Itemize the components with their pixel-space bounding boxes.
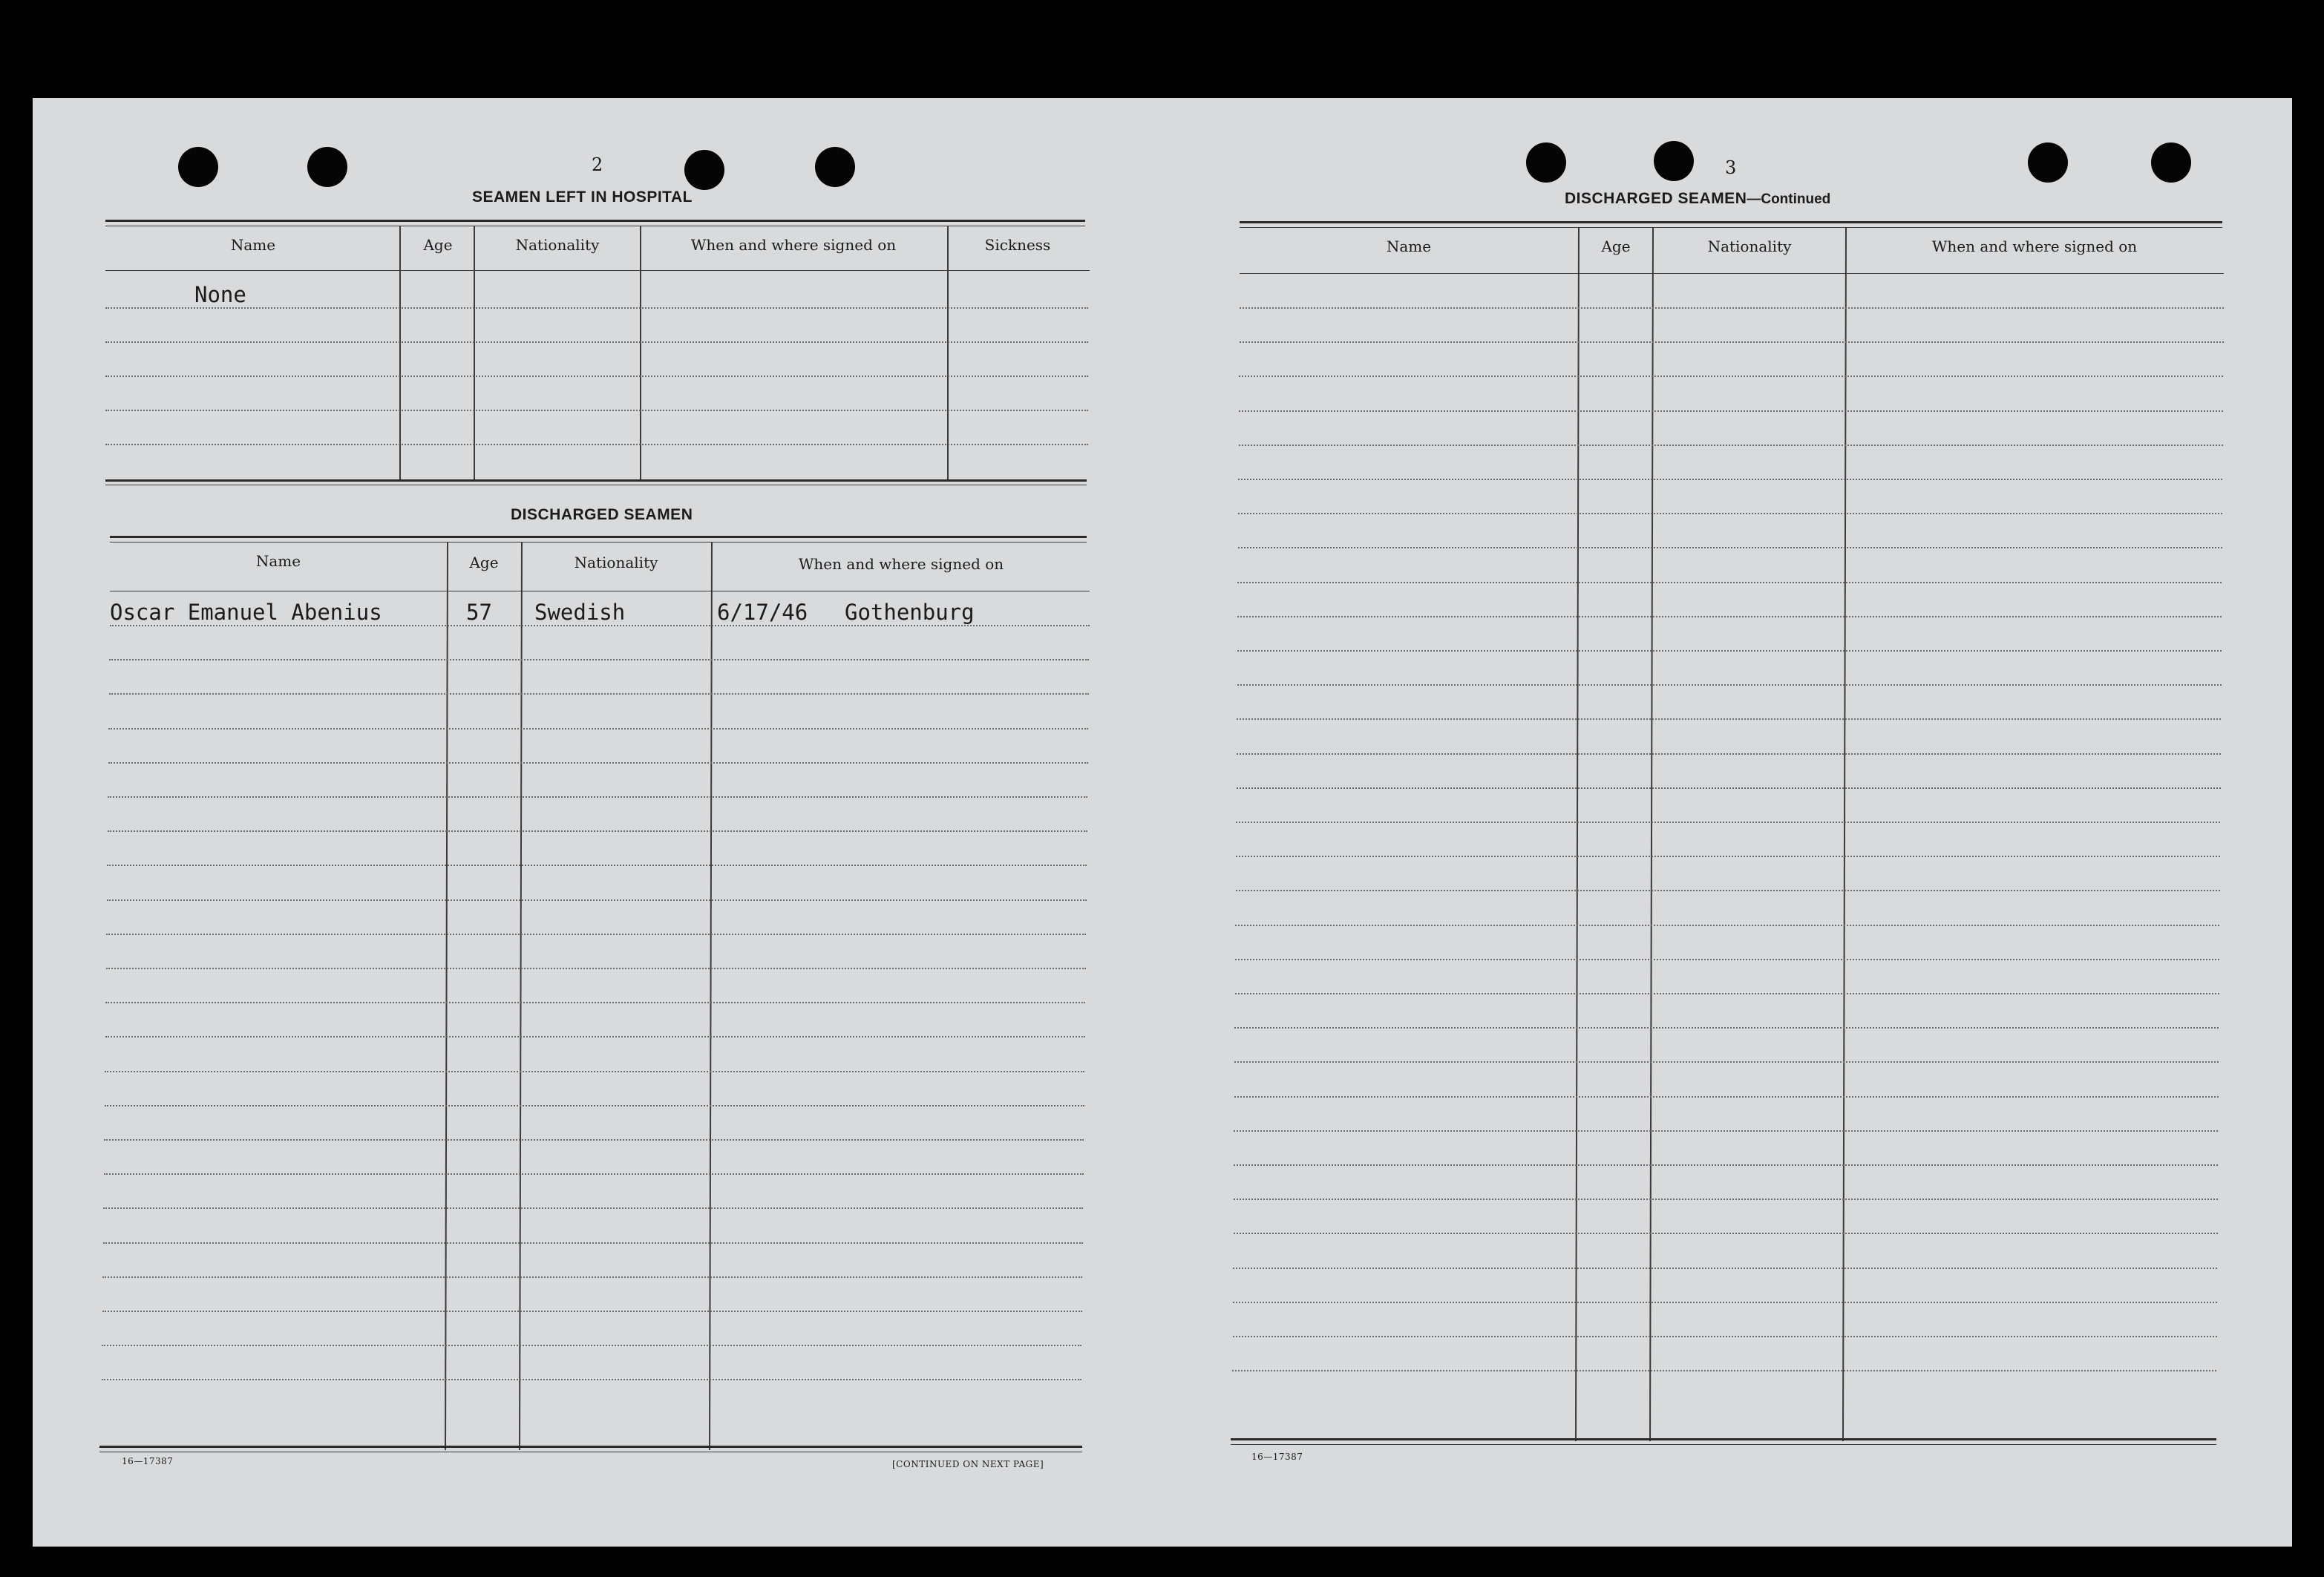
- row-line: [1235, 993, 2219, 994]
- hospital-entry-name: None: [194, 282, 246, 307]
- hospital-divider: [947, 226, 949, 481]
- row-line: [110, 625, 1090, 626]
- row-line: [1238, 513, 2222, 514]
- hospital-header-rule: [105, 270, 1090, 271]
- right-top-rule-thin: [1240, 227, 2222, 228]
- row-line: [1234, 1061, 2219, 1063]
- row-line: [108, 796, 1087, 798]
- hospital-divider: [474, 226, 475, 481]
- hospital-top-rule: [105, 220, 1085, 222]
- row-line: [1238, 479, 2222, 480]
- row-line: [102, 1345, 1081, 1346]
- right-col-when-where: When and where signed on: [1931, 237, 2138, 255]
- hospital-row-line: [105, 376, 1088, 377]
- row-line: [102, 1379, 1081, 1380]
- row-line: [1238, 547, 2222, 548]
- discharged-entry-signed-place: Gothenburg: [845, 600, 975, 625]
- form-number-left: 16—17387: [122, 1456, 174, 1466]
- row-line: [1236, 856, 2220, 857]
- discharged-top-rule: [110, 536, 1087, 538]
- row-line: [1237, 616, 2222, 617]
- row-line: [1239, 376, 2223, 377]
- row-line: [106, 934, 1086, 935]
- row-line: [1232, 1370, 2216, 1371]
- row-line: [1234, 1233, 2218, 1234]
- row-line: [105, 1002, 1085, 1003]
- row-line: [105, 1036, 1085, 1037]
- discharged-col-age: Age: [469, 554, 499, 571]
- hospital-divider: [399, 226, 401, 481]
- row-line: [1233, 1268, 2217, 1269]
- right-section-title: [1565, 190, 1830, 208]
- discharged-col-nationality: Nationality: [574, 554, 658, 571]
- row-line: [1237, 753, 2221, 755]
- row-line: [103, 1207, 1083, 1209]
- right-col-nationality: Nationality: [1707, 237, 1792, 255]
- row-line: [1234, 1096, 2219, 1098]
- row-line: [1239, 410, 2223, 412]
- discharged-entry-nationality: Swedish: [534, 600, 626, 625]
- row-line: [104, 1139, 1084, 1141]
- punch-hole: [684, 150, 724, 190]
- hospital-row-line: [105, 341, 1088, 343]
- discharged-entry-age: 57: [466, 600, 492, 625]
- row-line: [1237, 718, 2221, 720]
- discharged-entry-signed-date: 6/17/46: [717, 600, 808, 625]
- page-number-right: 3: [1725, 157, 1737, 178]
- hospital-row-line: [105, 410, 1088, 411]
- row-line: [1234, 1027, 2219, 1029]
- punch-hole: [2151, 142, 2191, 183]
- row-line: [109, 693, 1089, 695]
- punch-hole: [815, 147, 855, 187]
- right-col-age: Age: [1601, 237, 1631, 255]
- row-line: [106, 968, 1086, 969]
- row-line: [1235, 959, 2219, 960]
- row-line: [1240, 341, 2224, 343]
- row-line: [104, 1173, 1084, 1175]
- row-line: [105, 1071, 1084, 1072]
- row-line: [102, 1311, 1082, 1312]
- row-line: [1234, 1164, 2218, 1166]
- form-number-right: 16—17387: [1251, 1452, 1303, 1462]
- hospital-row-line: [105, 444, 1088, 445]
- row-line: [1234, 1199, 2218, 1200]
- punch-hole: [2028, 142, 2068, 183]
- row-line: [105, 1105, 1084, 1106]
- discharged-entry-name: Oscar Emanuel Abenius: [110, 600, 382, 625]
- page-number-left: 2: [592, 154, 603, 175]
- row-line: [103, 1242, 1083, 1244]
- hospital-bottom-rule: [105, 479, 1087, 482]
- hospital-col-sickness: Sickness: [984, 236, 1051, 254]
- right-section-title-suffix: —Continued: [1747, 191, 1831, 207]
- punch-hole: [1526, 142, 1566, 183]
- continued-note: [CONTINUED ON NEXT PAGE]: [892, 1459, 1044, 1469]
- hospital-col-when-where: When and where signed on: [690, 236, 897, 254]
- hospital-col-name: Name: [230, 236, 276, 254]
- row-line: [1237, 650, 2222, 652]
- right-section-title-main: DISCHARGED SEAMEN: [1565, 190, 1747, 207]
- hospital-col-age: Age: [423, 236, 453, 254]
- row-line: [1235, 925, 2219, 926]
- row-line: [107, 899, 1087, 901]
- row-line: [1236, 890, 2220, 891]
- right-col-name: Name: [1386, 237, 1432, 255]
- discharged-col-when-where: When and where signed on: [798, 555, 1004, 573]
- row-line: [108, 830, 1087, 832]
- right-bottom-rule-thin: [1231, 1444, 2216, 1445]
- row-line: [1234, 1130, 2218, 1132]
- row-line: [1237, 684, 2222, 686]
- row-line: [1233, 1302, 2217, 1303]
- row-line: [1237, 787, 2221, 789]
- punch-hole: [307, 147, 347, 187]
- hospital-col-nationality: Nationality: [515, 236, 600, 254]
- row-line: [1240, 307, 2224, 309]
- row-line: [107, 865, 1087, 866]
- row-line: [1237, 582, 2222, 583]
- row-line: [1239, 445, 2223, 446]
- discharged-section-title: DISCHARGED SEAMEN: [511, 506, 693, 523]
- discharged-col-name: Name: [255, 552, 301, 570]
- right-top-rule: [1240, 221, 2222, 223]
- right-header-rule: [1240, 273, 2224, 274]
- hospital-row-line: [105, 307, 1088, 309]
- punch-hole: [178, 147, 218, 187]
- row-line: [108, 728, 1088, 730]
- row-line: [1233, 1336, 2217, 1337]
- row-line: [1236, 822, 2220, 823]
- row-line: [109, 659, 1089, 660]
- right-bottom-rule: [1231, 1438, 2216, 1440]
- discharged-bottom-rule: [99, 1446, 1082, 1448]
- row-line: [108, 762, 1088, 764]
- row-line: [102, 1276, 1082, 1278]
- hospital-divider: [640, 226, 641, 481]
- hospital-section-title: SEAMEN LEFT IN HOSPITAL: [472, 188, 693, 206]
- punch-hole: [1654, 141, 1694, 181]
